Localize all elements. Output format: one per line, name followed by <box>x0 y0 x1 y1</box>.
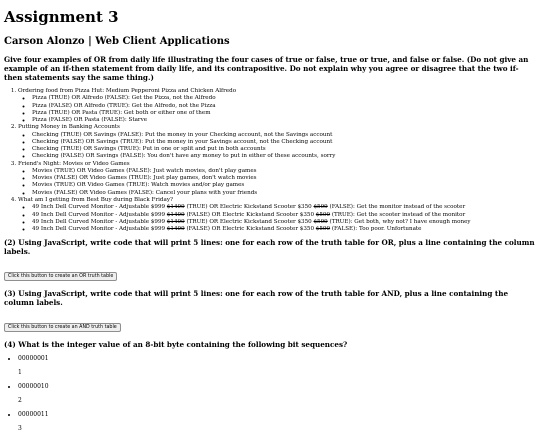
example-case: ◦ 49 Inch Dell Curved Monitor - Adjustable $999 $1499 (TRUE) OR Electric Kickstand Scooter $350 $599 (FALSE): Get the monitor instead of the scooter <box>32 204 536 211</box>
example-title: Friend's Night: Movies or Video Games <box>18 160 130 167</box>
list-item <box>18 355 536 376</box>
example-case: ◦ 49 Inch Dell Curved Monitor - Adjustable $999 $1499 (TRUE) OR Electric Kickstand Scooter $350 $599 (TRUE): Get both, why not? I have enough money <box>32 219 536 226</box>
question-3: (3) Using JavaScript, write code that will print 5 lines: one for each row of the truth table for AND, plus a line containing the column labels. <box>4 289 509 308</box>
bit-sequence: 00000001 <box>18 355 49 363</box>
example-case: ◦ Pizza (FALSE) OR Pasta (FALSE): Starve <box>32 117 536 124</box>
example-title: Putting Money in Banking Accounts <box>18 124 120 131</box>
bit-value: 1 <box>18 369 22 377</box>
example-case: ◦ Movies (FALSE) OR Video Games (TRUE): Just play games, don't watch movies <box>32 175 536 182</box>
example-case: ◦ Checking (TRUE) OR Savings (TRUE): Put in one or split and put in both accounts <box>32 146 536 153</box>
question-1: Give four examples of OR from daily life illustrating the four cases of true or false, true or true, and false or false. (Do not give an example of an if-then statement from daily life, and its contrapositive. Do not explain why you agree or disagree that the two if-then statements say the same thing.) <box>4 55 529 82</box>
example-case: ◦ 49 Inch Dell Curved Monitor - Adjustable $999 $1499 (FALSE) OR Electric Kickstand Scooter $350 $599 (TRUE): Get the scooter instead of the monitor <box>32 212 536 219</box>
example-item <box>18 197 536 233</box>
question-2: (2) Using JavaScript, write code that will print 5 lines: one for each row of the truth table for OR, plus a line containing the column labels. <box>4 238 535 257</box>
list-item <box>18 383 536 404</box>
bit-sequence: 00000011 <box>18 411 49 419</box>
example-case: ◦ Checking (FALSE) OR Savings (TRUE): Put the money in your Savings account, not the Checking account <box>32 139 536 146</box>
example-case: ◦ Pizza (TRUE) OR Pasta (TRUE): Get both or either one of them <box>32 110 536 117</box>
example-case: ◦ Movies (FALSE) OR Video Games (FALSE): Cancel your plans with your friends <box>32 190 536 197</box>
page-title: Assignment 3 <box>4 8 119 26</box>
example-item <box>18 88 536 124</box>
bit-value: 3 <box>18 425 22 432</box>
example-item <box>18 124 536 160</box>
example-case: ◦ Checking (FALSE) OR Savings (FALSE): You don't have any money to put in either of these accounts, sorry <box>32 153 536 160</box>
example-item <box>18 161 536 197</box>
page-subtitle: Carson Alonzo | Web Client Applications <box>4 36 230 47</box>
example-title: What am I getting from Best Buy during Black Friday? <box>18 196 173 203</box>
example-case: ◦ Pizza (TRUE) OR Alfredo (FALSE): Get the Pizza, not the Alfredo <box>32 95 536 102</box>
bit-sequence: 00000010 <box>18 383 49 391</box>
bit-value: 2 <box>18 397 22 405</box>
example-title: Ordering food from Pizza Hut: Medium Pepperoni Pizza and Chicken Alfredo <box>18 88 237 94</box>
example-case: ◦ Movies (TRUE) OR Video Games (TRUE): Watch movies and/or play games <box>32 182 536 189</box>
question-4: (4) What is the integer value of an 8-bit byte containing the following bit sequences? <box>4 340 348 350</box>
list-item <box>18 411 536 432</box>
example-case: ◦ Pizza (FALSE) OR Alfredo (TRUE): Get the Alfredo, not the Pizza <box>32 103 536 110</box>
bit-sequence-list <box>4 355 536 432</box>
example-case: ◦ Movies (TRUE) OR Video Games (FALSE): Just watch movies, don't play games <box>32 168 536 175</box>
or-truth-table-button[interactable]: Click this button to create an OR truth table <box>4 272 117 281</box>
and-truth-table-button[interactable]: Click this button to create an AND truth table <box>4 323 121 332</box>
example-case: ◦ Checking (TRUE) OR Savings (FALSE): Put the money in your Checking account, not the Savings account <box>32 132 536 139</box>
examples-list <box>4 88 536 233</box>
example-case: ◦ 49 Inch Dell Curved Monitor - Adjustable $999 $1499 (FALSE) OR Electric Kickstand Scooter $350 $599 (FALSE): Too poor. Unfortunate <box>32 226 536 233</box>
